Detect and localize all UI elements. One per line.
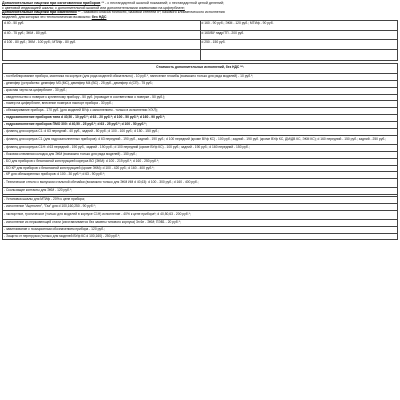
table-row (3, 129, 398, 136)
table-row (3, 94, 398, 101)
table-cell: d 40 - 75 руб.; ЭКМ - 80 руб. (3, 30, 201, 40)
table-row (3, 233, 398, 240)
option-row: - свидетельство о поверке к купленному прибору - 50 руб. (проводит в соответствии о поверке - 50 руб.); (3, 94, 398, 101)
table-row (3, 158, 398, 165)
table-row (3, 40, 398, 50)
modification-surcharge-title: Дополнительные наценки при изменении (2, 10, 77, 15)
intro-block (2, 1, 398, 19)
option-row: - демпфер (устройство: демпфер М3 (МС), демпфер М4 (ВС) - 25 руб., демпфер d (СП) - 75 руб.; (3, 80, 398, 87)
option-row: - Защита от перегрузки (только для моделей ВУф КС d 100,160) - 250 руб.*; (3, 233, 398, 240)
table-cell: d 100 - 80 руб.; ЭКМ - 100 руб.; МТИф - 80 руб. (3, 40, 201, 50)
table-cell: d 160 - 90 руб.; ЭКМ - 120 руб.; МТИф - 90 руб. (200, 21, 398, 31)
option-row: - БО для приборов с безопасной конструкцией корпуса ВО (ЭКМ): d 100 - 219 руб.*; d 160 - 250 руб.*; (3, 158, 398, 165)
surcharge-price-table (2, 20, 398, 61)
table-cell-empty (200, 49, 398, 60)
option-row: - номер на циферблате, внесение номера в паспорт прибора - 30 руб.; (3, 101, 398, 108)
table-row (3, 226, 398, 233)
table-row (3, 210, 398, 219)
intro-line-4-pre: моделей, для которых это технологически возможно: (2, 14, 92, 19)
table-row-empty (3, 49, 398, 60)
option-row: - исполнение "Ацетилен", "Газ" для d 100,160,250 - 90 руб.*; (3, 203, 398, 210)
option-row: - гидрозаполнение приборов типа d 40,50 - 10 руб.*; d 63 - 20 руб.*; d 100 - 50 руб.*; d 160 - 90 руб.*; (3, 115, 398, 122)
intro-line-4 (2, 15, 398, 20)
vat-note: без НДС (91, 14, 107, 19)
options-table-header: Стоимость дополнительных исполнений, без НДС **: (3, 63, 398, 73)
table-row (3, 108, 398, 115)
table-row (3, 122, 398, 129)
option-row: - гидрозаполнение приборов ПМО 300: d 40,50 - 25 руб.*; d 63 - 25 руб.*; d 100 - 50 руб.*; (3, 122, 398, 129)
option-row: - Скользящие контакты для ЭКМ - 120 руб.*; (3, 188, 398, 195)
table-row (3, 165, 398, 172)
table-row (3, 197, 398, 204)
option-row: - гостбиблирование прибора, маятника на корпусе (для ряда моделей обязательно) - 10 руб.*, нанесение пломбы (возможно только для ряда моделей) - 10 руб.*; (3, 73, 398, 80)
additional-options-table (2, 63, 398, 241)
intro-line-2: с цветовой индикацией шкалы; с дополнительной шкалой или дополнительными символами на циферблате; (2, 5, 185, 10)
table-row (3, 203, 398, 210)
option-row: - фланец для корпуса С1: d 63 передний - 40 руб., задний - 50 руб.; d 100 - 100 руб.; d 150 - 150 руб.; (3, 129, 398, 136)
option-row: - исполнение из нержавеющей стали (изготавливается без замены типового корпуса) 3н 6н - ЭКМ; ПЭВ1 - 20 руб.*; (3, 219, 398, 226)
table-row (3, 172, 398, 179)
table-row (3, 30, 398, 40)
option-row: - боковая клеммная колодка для ЭКМ (возможно только для ряда моделей) - 150 руб.; (3, 151, 398, 158)
option-row: - завинчивание с позиционным обозначением прибора - 120 руб.; (3, 226, 398, 233)
table-row (3, 179, 398, 188)
table-row (3, 115, 398, 122)
table-row (3, 73, 398, 80)
intro-line-1-rest: ** - с нестандартной шкалой показаний; с нестандартной ценой делений; (100, 1, 224, 5)
table-row (3, 188, 398, 195)
option-row: - красная черта на циферблате - 30 руб.; (3, 87, 398, 94)
table-cell: d 160/ВУ надр/ТП - 200 руб. (200, 30, 398, 40)
option-row: - экспортное, тропическое (только для моделей в корпусе С1Н) исполнение - 40% к цене прибора*; d 40,50,63 - 200 руб.*; (3, 210, 398, 219)
manufacturing-surcharge-title: Дополнительные наценки при изготовлении приборов (2, 1, 101, 5)
table-row (3, 101, 398, 108)
option-row: - фланец для корпуса С1Н: d 63 передний - 190 руб., задний - 190 руб.; d 100 передний (кроме ВУф КС) - 100 руб.; задний - 190 руб.; d 160 передний - 150 руб.; (3, 144, 398, 151)
option-row: - Техническое стекло с выпуском стальной обечайки (возможно только для ЭКМ ИМ d 40,63): d 100 - 300 руб.; d 160 - 400 руб.; (3, 179, 398, 188)
table-cell-empty (3, 49, 201, 60)
table-row (3, 144, 398, 151)
intro-line-3-rest: ** - базового класса точности, базовой степени IP, базового климатического исполнения (76, 10, 225, 15)
option-row: - фланец для корпуса С1 (для гидрозаполненных приборов): d 63 передний - 190 руб., задний - 190 руб.; d 100 передний (кроме ВУф КС) - 100 руб.; задний - 190 руб. (кроме ВУф КС, ДМ/ДВ КС, ЭКМ КС); d 160 передний - 150 руб.; задний - 250 руб.; (3, 135, 398, 144)
table-cell: d 40 - 50 руб. (3, 21, 201, 31)
table-row (3, 151, 398, 158)
table-row (3, 219, 398, 226)
table-row (3, 21, 398, 31)
option-row: - обезжиривание прибора - 170 руб. (для моделей ВУф с заполнением - только в исполнении У/ХЛ); (3, 108, 398, 115)
table-row (3, 87, 398, 94)
table-row (3, 80, 398, 87)
table-row (3, 135, 398, 144)
option-row: - КР для обезжиренных приборов: d 100 - 30 руб.*; d 63 - 90 руб.*; (3, 172, 398, 179)
table-header-row (3, 63, 398, 73)
option-row: - БО КР для приборов с безопасной конструкцией (кроме ЭКМ): d 100 - 420 руб.; d 160 - 400 руб.*; (3, 165, 398, 172)
option-row: - Установка шкалы для МТИф - 20% к цене прибора; (3, 197, 398, 204)
table-cell: d 250 - 150 руб. (200, 40, 398, 50)
